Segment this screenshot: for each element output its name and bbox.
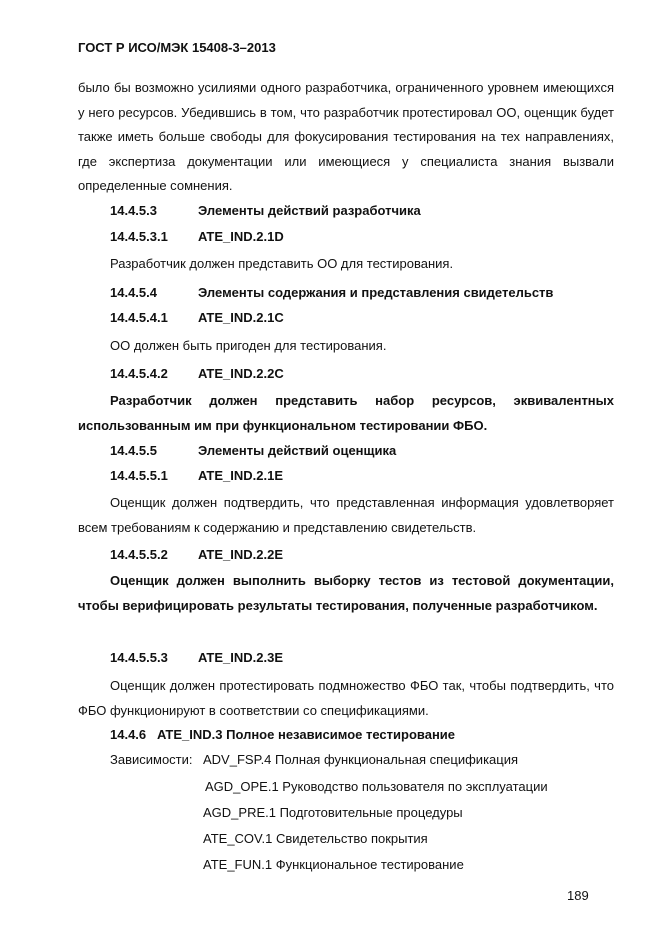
section-heading [110, 285, 553, 300]
section-title: ATE_IND.2.2C [198, 366, 284, 381]
section-heading [110, 727, 455, 742]
section-title: ATE_IND.2.2E [198, 547, 284, 562]
section-heading [110, 203, 421, 218]
section-heading [110, 468, 283, 483]
paragraph: Оценщик должен выполнить выборку тестов из тестовой документации, чтобы верифицировать результаты тестирования, полученные разработчиком. [78, 573, 614, 613]
section-number: 14.4.5.3 [110, 203, 157, 218]
section-heading [110, 366, 284, 381]
section-title: Элементы действий оценщика [198, 443, 397, 458]
section-title: ATE_IND.2.3E [198, 650, 284, 665]
section-title: ATE_IND.2.1E [198, 468, 284, 483]
section-title: ATE_IND.2.1C [198, 310, 284, 325]
paragraph: ОО должен быть пригоден для тестирования. [110, 338, 387, 353]
paragraph: Оценщик должен протестировать подмножество ФБО так, чтобы подтвердить, что ФБО функционируют в соответствии со спецификациями. [78, 678, 614, 718]
dependency-item: AGD_PRE.1 Подготовительные процедуры [203, 805, 463, 820]
section-number: 14.4.5.3.1 [110, 229, 168, 244]
section-number: 14.4.5.4.2 [110, 366, 168, 381]
dependencies-label: Зависимости: [110, 752, 193, 767]
intro-paragraph: было бы возможно усилиями одного разработчика, ограниченного уровнем имеющихся у него ресурсов. Убедившись в том, что разработчик протестировал ОО, оценщик будет также иметь больше свободы для фокусирования тестирования на тех направлениях, где экспертиза документации или имеющиеся у специалиста знания вызвали определенные сомнения. [78, 80, 614, 194]
section-number: 14.4.5.4.1 [110, 310, 168, 325]
section-heading [110, 229, 284, 244]
section-heading [110, 650, 283, 665]
section-number: 14.4.5.5.1 [110, 468, 168, 483]
paragraph: Разработчик должен представить набор ресурсов, эквивалентных использованным им при функциональном тестировании ФБО. [78, 393, 614, 433]
section-heading [110, 547, 283, 562]
section-title: Элементы действий разработчика [198, 203, 421, 218]
section-title: ATE_IND.2.1D [198, 229, 284, 244]
section-number: 14.4.5.5.3 [110, 650, 168, 665]
section-title: ATE_IND.3 Полное независимое тестирование [157, 727, 456, 742]
page-number: 189 [567, 888, 589, 903]
dependency-item: ATE_COV.1 Свидетельство покрытия [203, 831, 428, 846]
section-title: Элементы содержания и представления свидетельств [198, 285, 554, 300]
section-number: 14.4.5.5 [110, 443, 157, 458]
dependency-item: ADV_FSP.4 Полная функциональная спецификация [203, 752, 519, 767]
section-number: 14.4.5.4 [110, 285, 157, 300]
section-number: 14.4.6 [110, 727, 147, 742]
section-heading [110, 310, 284, 325]
dependency-item: ATE_FUN.1 Функциональное тестирование [203, 857, 464, 872]
page-header: ГОСТ Р ИСО/МЭК 15408-3–2013 [78, 40, 276, 55]
dependency-item: AGD_OPE.1 Руководство пользователя по эксплуатации [205, 779, 548, 794]
paragraph: Оценщик должен подтвердить, что представленная информация удовлетворяет всем требованиям к содержанию и представлению свидетельств. [78, 495, 614, 535]
paragraph: Разработчик должен представить ОО для тестирования. [110, 256, 454, 271]
section-number: 14.4.5.5.2 [110, 547, 168, 562]
section-heading [110, 443, 396, 458]
